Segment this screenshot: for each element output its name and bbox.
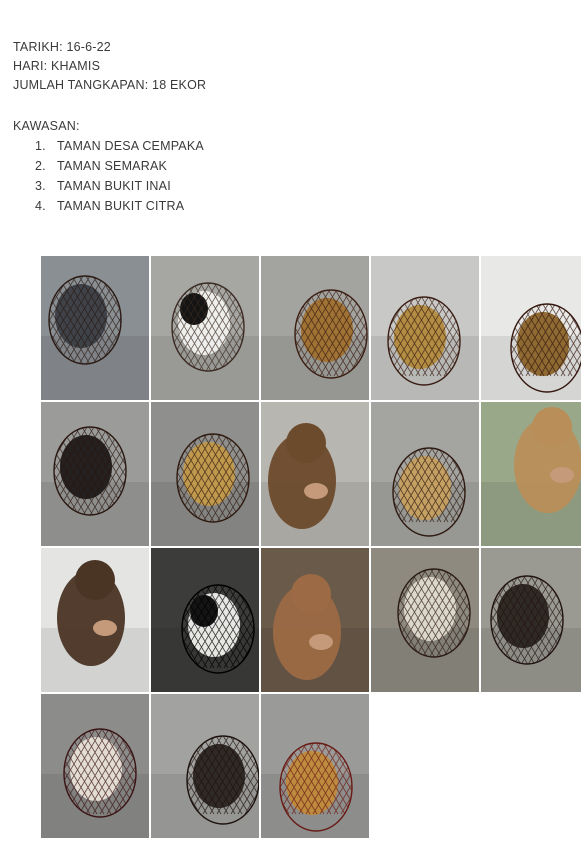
photo-black-white-dog-net: [151, 256, 259, 400]
photo-dog-net-garbage: [481, 548, 581, 692]
area-item: 3. TAMAN BUKIT INAI: [35, 179, 171, 193]
area-item: 2. TAMAN SEMARAK: [35, 159, 168, 173]
area-section: [13, 116, 204, 216]
photo-grid: [41, 256, 581, 848]
photo-image: [371, 548, 479, 692]
photo-image: [151, 256, 259, 400]
photo-black-dog-net-road-2: [151, 694, 259, 838]
photo-tan-dog-hanging-net: [371, 256, 479, 400]
catch-count-line: JUMLAH TANGKAPAN: 18 EKOR: [13, 78, 207, 92]
photo-puppy-held-officer: [481, 402, 581, 546]
photo-image: [151, 548, 259, 692]
photo-puppy-held-dark: [41, 548, 149, 692]
area-name: TAMAN BUKIT INAI: [57, 179, 171, 193]
area-item: 4. TAMAN BUKIT CITRA: [35, 199, 185, 213]
day-line: HARI: KHAMIS: [13, 59, 101, 73]
photo-black-dog-net-road: [41, 402, 149, 546]
area-heading: KAWASAN:: [13, 119, 80, 133]
photo-spotted-dog-net: [41, 694, 149, 838]
photo-black-white-puppy: [151, 548, 259, 692]
photo-image: [41, 256, 149, 400]
photo-tan-dog-net-floor: [371, 402, 479, 546]
photo-tan-dog-net-lines: [151, 402, 259, 546]
area-list: [13, 136, 204, 216]
photo-brown-puppy-face: [261, 548, 369, 692]
photo-image: [481, 402, 581, 546]
area-item: 1. TAMAN DESA CEMPAKA: [35, 139, 204, 153]
photo-image: [371, 402, 479, 546]
photo-brown-dog-net-white: [481, 256, 581, 400]
photo-image: [41, 548, 149, 692]
photo-image: [371, 256, 479, 400]
photo-puppy-held-brown: [261, 402, 369, 546]
photo-image: [261, 694, 369, 838]
date-line: TARIKH: 16-6-22: [13, 40, 111, 54]
photo-image: [41, 694, 149, 838]
photo-image: [151, 402, 259, 546]
photo-image: [151, 694, 259, 838]
photo-dog-in-net-grey: [41, 256, 149, 400]
area-name: TAMAN BUKIT CITRA: [57, 199, 185, 213]
photo-tan-dog-net-ground: [261, 256, 369, 400]
photo-image: [261, 548, 369, 692]
photo-image: [261, 256, 369, 400]
photo-tan-dog-net-red-rope: [261, 694, 369, 838]
area-name: TAMAN DESA CEMPAKA: [57, 139, 204, 153]
photo-image: [41, 402, 149, 546]
photo-image: [261, 402, 369, 546]
area-name: TAMAN SEMARAK: [57, 159, 168, 173]
photo-image: [481, 256, 581, 400]
photo-white-dog-net-grass: [371, 548, 479, 692]
photo-image: [481, 548, 581, 692]
document-header: [13, 38, 206, 95]
